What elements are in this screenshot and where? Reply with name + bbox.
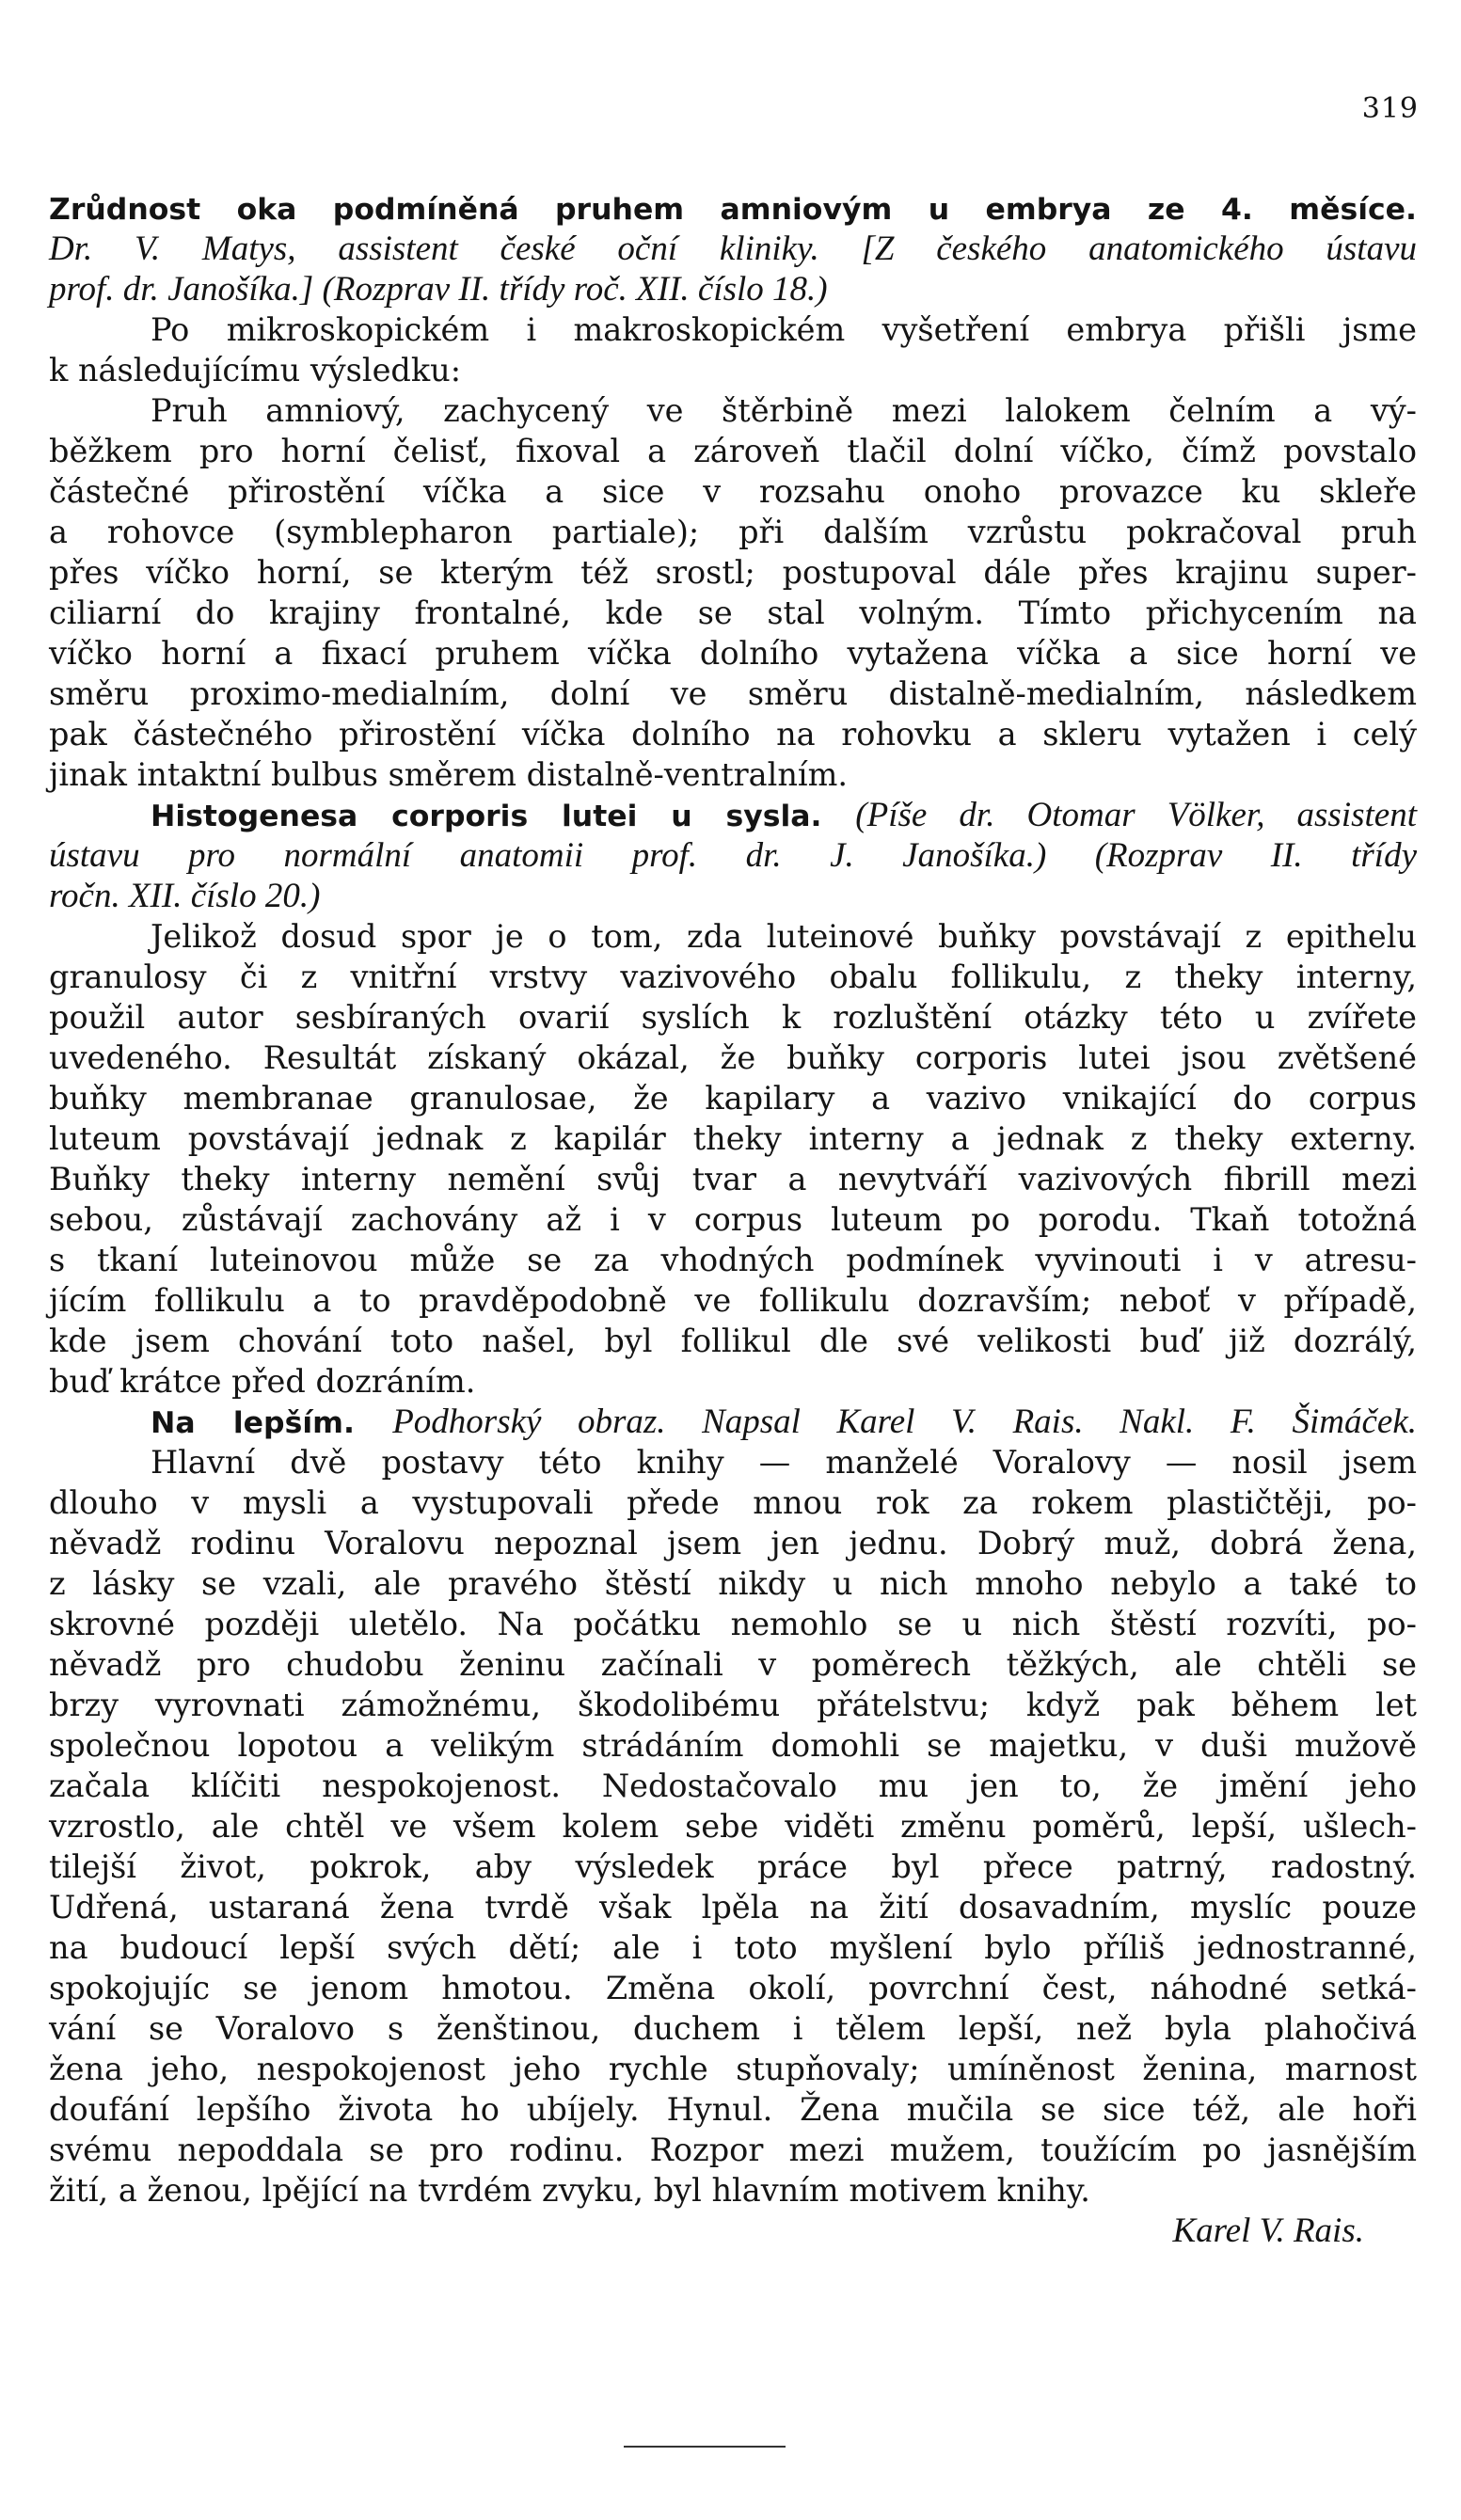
body-text: Hlavní dvě postavy této knihy — manželé Voralovy — nosil jsem: [151, 1444, 1417, 1481]
body-text: granulosy či z vnitřní vrstvy vazivového obalu follikulu, z theky interny,: [49, 959, 1417, 995]
text-column: [49, 188, 1417, 2251]
text-line: [49, 1846, 1417, 1887]
text-line: [49, 390, 1417, 431]
text-line: [49, 1968, 1417, 2008]
body-text: uvedeného. Resultát získaný okázal, že buňky corporis lutei jsou zvětšené: [49, 1039, 1417, 1076]
text-line: [49, 269, 1417, 309]
body-text: vzrostlo, ale chtěl ve všem kolem sebe viděti změnu poměrů, lepší, ušlech-: [49, 1808, 1417, 1845]
body-text: Po mikroskopickém i makroskopickém vyšetření embrya přišli jsme: [151, 311, 1417, 348]
body-text: a rohovce (symblepharon partiale); při dalším vzrůstu pokračoval pruh: [49, 514, 1417, 550]
text-line: [49, 997, 1417, 1038]
body-text: Buňky theky interny nemění svůj tvar a nevytváří vazivových fibrill mezi: [49, 1161, 1417, 1197]
text-line: [49, 1766, 1417, 1806]
text-line: [49, 188, 1417, 229]
text-line: [49, 2008, 1417, 2049]
text-line: [49, 1887, 1417, 1927]
body-text: směru proximo-medialním, dolní ve směru distalně-medialním, následkem: [49, 675, 1417, 712]
body-text: buňky membranae granulosae, že kapilary a vazivo vnikající do corpus: [49, 1080, 1417, 1117]
body-text: z lásky se vzali, ale pravého štěstí nikdy u nich mnoho nebylo a také to: [49, 1565, 1417, 1602]
text-line: [49, 471, 1417, 512]
body-text: na budoucí lepší svých dětí; ale i toto myšlení bylo příliš jednostranné,: [49, 1929, 1417, 1966]
body-text: buď krátce před dozráním.: [49, 1363, 476, 1400]
text-line: [49, 1321, 1417, 1361]
italic-text: ročn. XII. číslo 20.): [49, 877, 321, 915]
body-text: něvadž pro chudobu ženinu začínali v poměrech těžkých, ale chtěli se: [49, 1646, 1417, 1683]
text-line: [49, 1482, 1417, 1523]
body-text: jinak intaktní bulbus směrem distalně-ventralním.: [49, 756, 849, 793]
body-text: žena jeho, nespokojenost jeho rychle stupňovaly; umíněnost ženina, marnost: [49, 2051, 1417, 2087]
text-line: [49, 552, 1417, 593]
text-line: [49, 1118, 1417, 1159]
body-text: tilejší život, pokrok, aby výsledek práce byl přece patrný, radostný.: [49, 1848, 1417, 1885]
body-text: luteum povstávají jednak z kapilár theky interny a jednak z theky externy.: [49, 1120, 1417, 1157]
heading-text: Histogenesa corporis lutei u sysla.: [151, 800, 856, 833]
body-text: začala klíčiti nespokojenost. Nedostačovalo mu jen to, že jmění jeho: [49, 1767, 1417, 1804]
text-line: [49, 714, 1417, 754]
article-symblepharon: [49, 188, 1417, 795]
text-line: [49, 1240, 1417, 1280]
signature: Karel V. Rais.: [1172, 2211, 1364, 2250]
body-text: přes víčko horní, se kterým též srostl; postupoval dále přes krajinu super-: [49, 554, 1417, 591]
text-line: [49, 2130, 1417, 2170]
body-text: pak částečného přirostění víčka dolního na rohovku a skleru vytažen i celý: [49, 716, 1417, 753]
text-line: [49, 754, 1417, 795]
text-line: [49, 512, 1417, 552]
body-text: něvadž rodinu Voralovu nepoznal jsem jen jednu. Dobrý muž, dobrá žena,: [49, 1525, 1417, 1561]
italic-text: ústavu pro normální anatomii prof. dr. J. Janošíka.) (Rozprav II. třídy: [49, 836, 1417, 875]
italic-text: Dr. V. Matys, assistent české oční kliniky. [Z českého anatomického ústavu: [49, 230, 1417, 268]
body-text: Udřená, ustaraná žena tvrdě však lpěla na žití dosavadním, myslíc pouze: [49, 1889, 1417, 1926]
text-line: [49, 1523, 1417, 1563]
italic-text: prof. dr. Janošíka.] (Rozprav II. třídy roč. XII. číslo 18.): [49, 270, 828, 309]
body-text: doufání lepšího života ho ubíjely. Hynul. Žena mučila se sice též, ale hoři: [49, 2091, 1417, 2128]
page-number: 319: [1361, 92, 1419, 125]
body-text: s tkaní luteinovou může se za vhodných podmínek vyvinouti i v atresu-: [49, 1242, 1417, 1278]
body-text: Jelikož dosud spor je o tom, zda luteinové buňky povstávají z epithelu: [151, 918, 1417, 955]
text-line: [49, 957, 1417, 997]
body-text: svému nepoddala se pro rodinu. Rozpor mezi mužem, toužícím po jasnějším: [49, 2132, 1417, 2168]
body-text: žití, a ženou, lpějící na tvrdém zvyku, byl hlavním motivem knihy.: [49, 2172, 1090, 2209]
article-corpus-luteum: [49, 795, 1417, 1402]
text-line: [49, 431, 1417, 471]
body-text: společnou lopotou a velikým strádáním domohli se majetku, v duši mužově: [49, 1727, 1417, 1764]
text-line: [49, 1927, 1417, 1968]
heading-text: Na lepším.: [151, 1406, 393, 1440]
text-line: [49, 1563, 1417, 1604]
text-line: [49, 1159, 1417, 1199]
text-line: [49, 1725, 1417, 1766]
italic-text: (Píše dr. Otomar Völker, assistent: [855, 796, 1417, 834]
body-text: běžkem pro horní čelisť, fixoval a zároveň tlačil dolní víčko, čímž povstalo: [49, 433, 1417, 469]
body-text: ciliarní do krajiny frontalné, kde se stal volným. Tímto přichycením na: [49, 594, 1417, 631]
body-text: skrovné později uletělo. Na počátku nemohlo se u nich štěstí rozvíti, po-: [49, 1606, 1417, 1642]
text-line: [49, 2170, 1417, 2211]
body-text: jícím follikulu a to pravděpodobně ve follikulu dozravším; neboť v případě,: [49, 1282, 1417, 1319]
body-text: částečné přirostění víčka a sice v rozsahu onoho provazce ku skleře: [49, 473, 1417, 510]
text-line: [49, 1280, 1417, 1321]
text-line: [49, 1685, 1417, 1725]
text-line: [49, 876, 1417, 916]
text-line: [49, 1604, 1417, 1644]
italic-text: Podhorský obraz. Napsal Karel V. Rais. Nakl. F. Šimáček.: [392, 1403, 1417, 1441]
text-line: [49, 633, 1417, 674]
heading-text: Zrůdnost oka podmíněná pruhem amniovým u embrya ze 4. měsíce.: [49, 193, 1417, 227]
text-line: [49, 1644, 1417, 1685]
body-text: Pruh amniový, zachycený ve štěrbině mezi lalokem čelním a vý-: [151, 392, 1417, 429]
text-line: [49, 835, 1417, 876]
text-line: [49, 674, 1417, 714]
body-text: sebou, zůstávají zachovány až i v corpus luteum po porodu. Tkaň totožná: [49, 1201, 1417, 1238]
bottom-rule: [624, 2446, 786, 2448]
text-line: [49, 593, 1417, 633]
body-text: brzy vyrovnati zámožnému, škodolibému přátelstvu; když pak během let: [49, 1687, 1417, 1723]
body-text: víčko horní a fixací pruhem víčka dolního vytažena víčka a sice horní ve: [49, 635, 1417, 672]
text-line: [49, 1806, 1417, 1846]
article-book-review: [49, 1402, 1417, 2211]
body-text: použil autor sesbíraných ovarií syslích k rozluštění otázky této u zvířete: [49, 999, 1417, 1036]
text-line: [49, 795, 1417, 835]
text-line: [49, 916, 1417, 957]
text-line: [49, 1078, 1417, 1118]
text-line: [49, 1402, 1417, 1442]
body-text: k následujícímu výsledku:: [49, 352, 462, 388]
text-line: [49, 229, 1417, 269]
text-line: [49, 1038, 1417, 1078]
text-line: [49, 1199, 1417, 1240]
text-line: [49, 2089, 1417, 2130]
text-line: [49, 350, 1417, 390]
body-text: spokojujíc se jenom hmotou. Změna okolí, povrchní čest, náhodné setká-: [49, 1970, 1417, 2006]
text-line: [49, 2049, 1417, 2089]
text-line: [49, 1361, 1417, 1402]
body-text: dlouho v mysli a vystupovali přede mnou rok za rokem plastičtěji, po-: [49, 1484, 1417, 1521]
body-text: vání se Voralovo s ženštinou, duchem i tělem lepší, než byla plahočivá: [49, 2010, 1417, 2047]
body-text: kde jsem chování toto našel, byl follikul dle své velikosti buď již dozrálý,: [49, 1323, 1417, 1359]
text-line: [49, 1442, 1417, 1482]
text-line: [49, 309, 1417, 350]
